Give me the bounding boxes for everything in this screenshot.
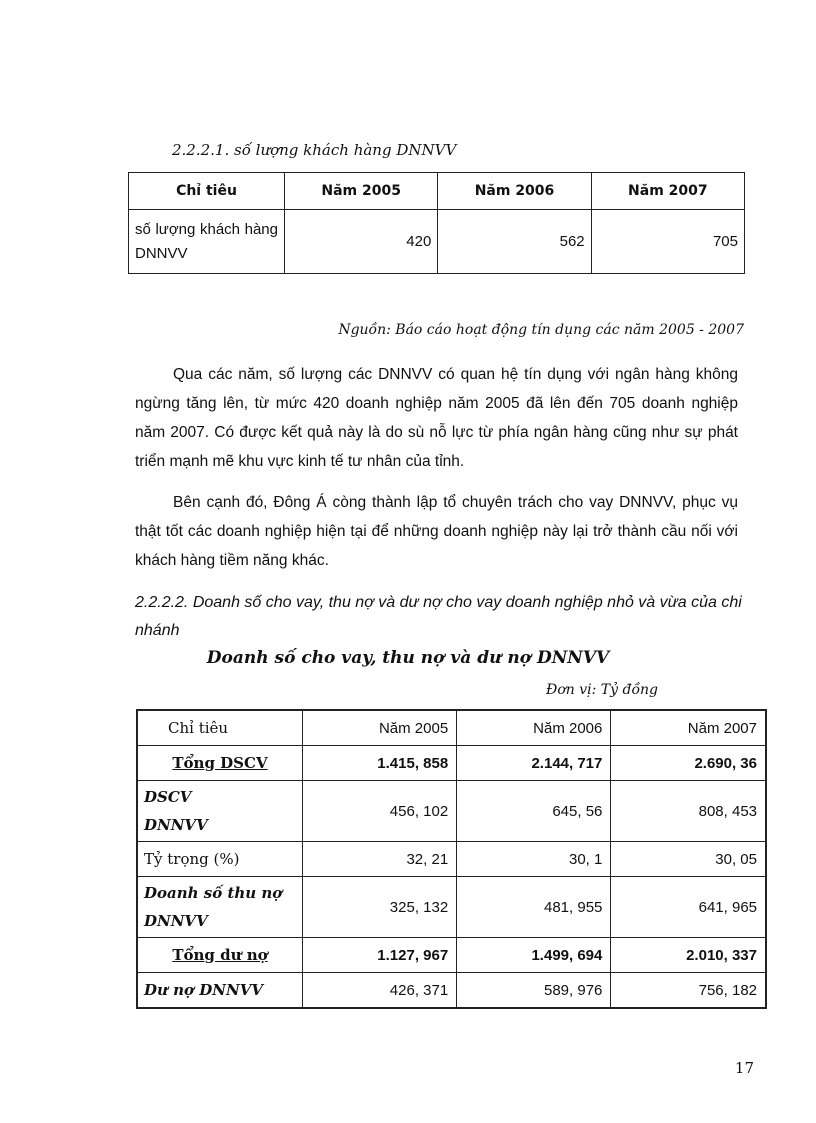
section-heading-loans: 2.2.2.2. Doanh số cho vay, thu nợ và dư nợ cho vay doanh nghiệp nhỏ và vừa của chi nhánh [135, 594, 742, 639]
value-cell: 420 [285, 210, 438, 274]
row-label-line: DNNVV [144, 816, 208, 834]
row-label: Tổng dư nợ [137, 938, 303, 973]
row-label [137, 781, 303, 842]
row-label: số lượng khách hàng DNNVV [129, 210, 285, 274]
value-cell: 456, 102 [303, 781, 457, 842]
header-cell: Năm 2007 [611, 710, 766, 746]
header-cell: Năm 2007 [591, 173, 744, 210]
value-cell: 808, 453 [611, 781, 766, 842]
value-cell: 2.144, 717 [457, 746, 611, 781]
table-row [129, 210, 745, 274]
value-cell: 1.127, 967 [303, 938, 457, 973]
table-row [137, 938, 766, 973]
row-label-line: Doanh số thu nợ [144, 884, 283, 902]
row-label [137, 877, 303, 938]
row-label: Tỷ trọng (%) [137, 842, 303, 877]
value-cell: 589, 976 [457, 973, 611, 1009]
value-cell: 2.690, 36 [611, 746, 766, 781]
table-row [137, 746, 766, 781]
value-cell: 1.499, 694 [457, 938, 611, 973]
header-cell: Chỉ tiêu [129, 173, 285, 210]
value-cell: 641, 965 [611, 877, 766, 938]
header-cell: Năm 2006 [438, 173, 591, 210]
header-cell: Chỉ tiêu [137, 710, 303, 746]
table-row [137, 973, 766, 1009]
unit-note: Đơn vị: Tỷ đồng [546, 682, 658, 698]
row-label: Dư nợ DNNVV [137, 973, 303, 1009]
value-cell: 481, 955 [457, 877, 611, 938]
table-header-row [129, 173, 745, 210]
value-cell: 705 [591, 210, 744, 274]
value-cell: 2.010, 337 [611, 938, 766, 973]
row-label: Tổng DSCV [137, 746, 303, 781]
header-cell: Năm 2006 [457, 710, 611, 746]
value-cell: 645, 56 [457, 781, 611, 842]
value-cell: 30, 05 [611, 842, 766, 877]
table-row [137, 781, 766, 842]
paragraph [135, 360, 738, 476]
page-number: 17 [734, 1059, 754, 1077]
customers-table [128, 172, 745, 274]
value-cell: 426, 371 [303, 973, 457, 1009]
table-header-row [137, 710, 766, 746]
table-title: Doanh số cho vay, thu nợ và dư nợ DNNVV [206, 648, 610, 668]
value-cell: 756, 182 [611, 973, 766, 1009]
paragraph-text: Bên cạnh đó, Đông Á còng thành lập tổ chuyên trách cho vay DNNVV, phục vụ thật tốt các doanh nghiệp hiện tại để những doanh nghiệp này lại trở thành cầu nối với khách hàng tiềm năng khác. [135, 494, 738, 569]
value-cell: 32, 21 [303, 842, 457, 877]
table-row [137, 842, 766, 877]
value-cell: 1.415, 858 [303, 746, 457, 781]
paragraph [135, 488, 738, 575]
value-cell: 325, 132 [303, 877, 457, 938]
row-label-line: DSCV [144, 788, 192, 806]
section-heading-customers: 2.2.2.1. số lượng khách hàng DNNVV [172, 141, 457, 159]
source-note: Nguồn: Báo cáo hoạt động tín dụng các năm 2005 - 2007 [338, 322, 744, 338]
value-cell: 30, 1 [457, 842, 611, 877]
paragraph-text: Qua các năm, số lượng các DNNVV có quan hệ tín dụng với ngân hàng không ngừng tăng lên, từ mức 420 doanh nghiệp năm 2005 đã lên đến 705 doanh nghiệp năm 2007. Có được kết quả này là do sù nỗ lực từ phía ngân hàng cũng như sự phát triển mạnh mẽ khu vực kinh tế tư nhân của tỉnh. [135, 366, 738, 470]
value-cell: 562 [438, 210, 591, 274]
table-row [137, 877, 766, 938]
header-cell: Năm 2005 [303, 710, 457, 746]
header-cell: Năm 2005 [285, 173, 438, 210]
row-label-line: DNNVV [144, 912, 208, 930]
loans-table [136, 709, 767, 1009]
